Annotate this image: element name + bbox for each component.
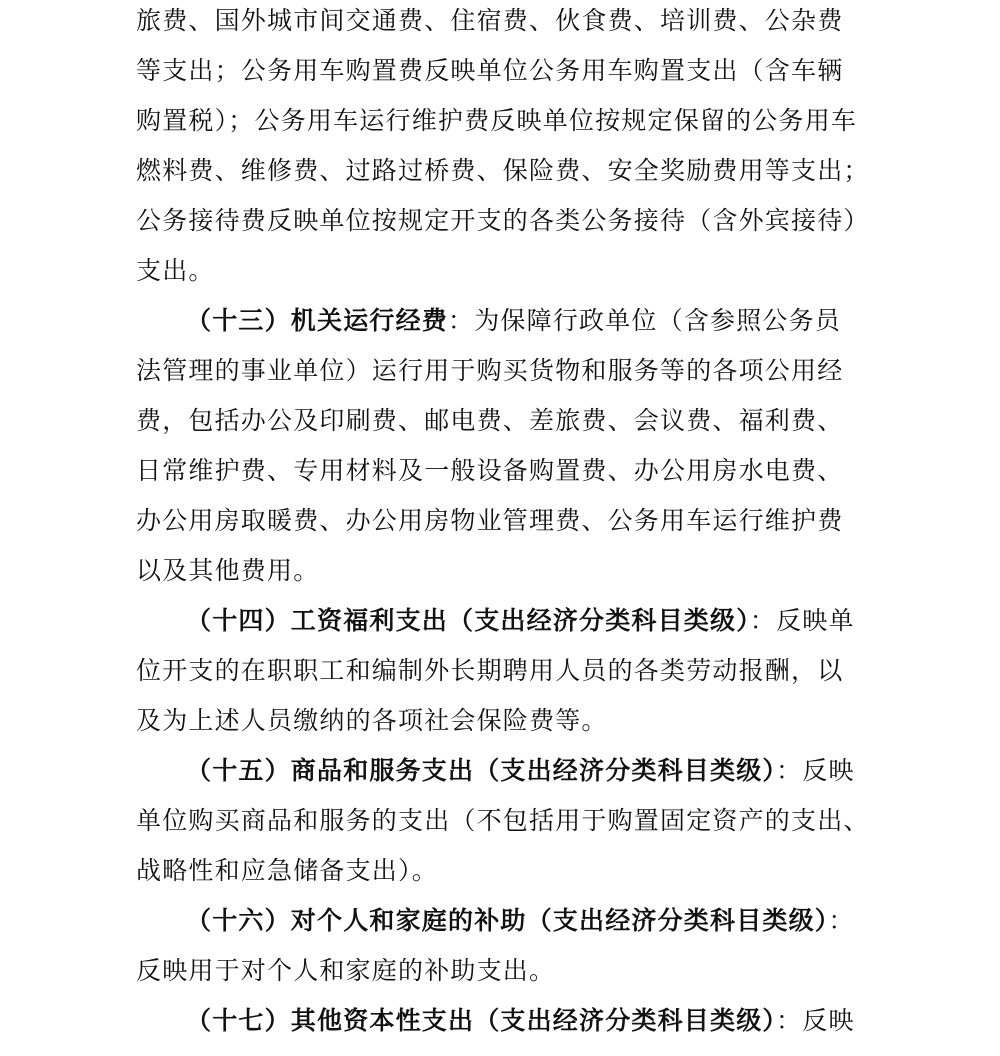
paragraph-13-line-6: 以及其他费用。 bbox=[136, 556, 320, 585]
paragraph-13-line-3: 费，包括办公及印刷费、邮电费、差旅费、会议费、福利费、 bbox=[136, 406, 844, 435]
paragraph-13-line-1-text: ：为保障行政单位（含参照公务员 bbox=[448, 306, 842, 335]
paragraph-13-line-2: 法管理的事业单位）运行用于购买货物和服务等的各项公用经 bbox=[136, 356, 844, 385]
paragraph-13-line-4: 日常维护费、专用材料及一般设备购置费、办公用房水电费、 bbox=[136, 456, 844, 485]
paragraph-15-line-1 bbox=[186, 756, 896, 806]
paragraph-15-line-3: 战略性和应急储备支出）。 bbox=[136, 856, 438, 885]
paragraph-1-line-1: 旅费、国外城市间交通费、住宿费、伙食费、培训费、公杂费 bbox=[136, 6, 844, 35]
paragraph-1-line-3: 购置税）；公务用车运行维护费反映单位按规定保留的公务用车 bbox=[136, 106, 858, 135]
paragraph-17-line-1 bbox=[186, 1006, 896, 1056]
paragraph-16-line-1-text: ： bbox=[828, 906, 855, 935]
paragraph-15-heading: （十五）商品和服务支出（支出经济分类科目类级） bbox=[186, 756, 777, 785]
paragraph-1-line-5: 公务接待费反映单位按规定开支的各类公务接待（含外宾接待） bbox=[136, 206, 870, 235]
paragraph-14-line-1 bbox=[186, 606, 896, 656]
paragraph-16-line-1 bbox=[186, 906, 896, 956]
paragraph-17-heading: （十七）其他资本性支出（支出经济分类科目类级） bbox=[186, 1006, 777, 1035]
paragraph-13-line-1 bbox=[186, 306, 896, 356]
paragraph-13-line-5: 办公用房取暖费、办公用房物业管理费、公务用车运行维护费 bbox=[136, 506, 844, 535]
paragraph-15-line-2: 单位购买商品和服务的支出（不包括用于购置固定资产的支出、 bbox=[136, 806, 870, 835]
paragraph-1-line-6: 支出。 bbox=[136, 256, 215, 285]
paragraph-13-heading: （十三）机关运行经费 bbox=[186, 306, 449, 335]
paragraph-15-line-1-text: ：反映 bbox=[776, 756, 855, 785]
paragraph-14-heading: （十四）工资福利支出（支出经济分类科目类级） bbox=[186, 606, 750, 635]
paragraph-16-heading: （十六）对个人和家庭的补助（支出经济分类科目类级） bbox=[186, 906, 829, 935]
paragraph-14-line-2: 位开支的在职职工和编制外长期聘用人员的各类劳动报酬，以 bbox=[136, 656, 844, 685]
paragraph-14-line-1-text: ：反映单 bbox=[749, 606, 855, 635]
paragraph-1-line-4: 燃料费、维修费、过路过桥费、保险费、安全奖励费用等支出； bbox=[136, 156, 870, 185]
paragraph-17-line-1-text: ：反映 bbox=[776, 1006, 855, 1035]
paragraph-14-line-3: 及为上述人员缴纳的各项社会保险费等。 bbox=[136, 706, 608, 735]
paragraph-16-line-2: 反映用于对个人和家庭的补助支出。 bbox=[136, 956, 556, 985]
paragraph-1-line-2: 等支出；公务用车购置费反映单位公务用车购置支出（含车辆 bbox=[136, 56, 844, 85]
